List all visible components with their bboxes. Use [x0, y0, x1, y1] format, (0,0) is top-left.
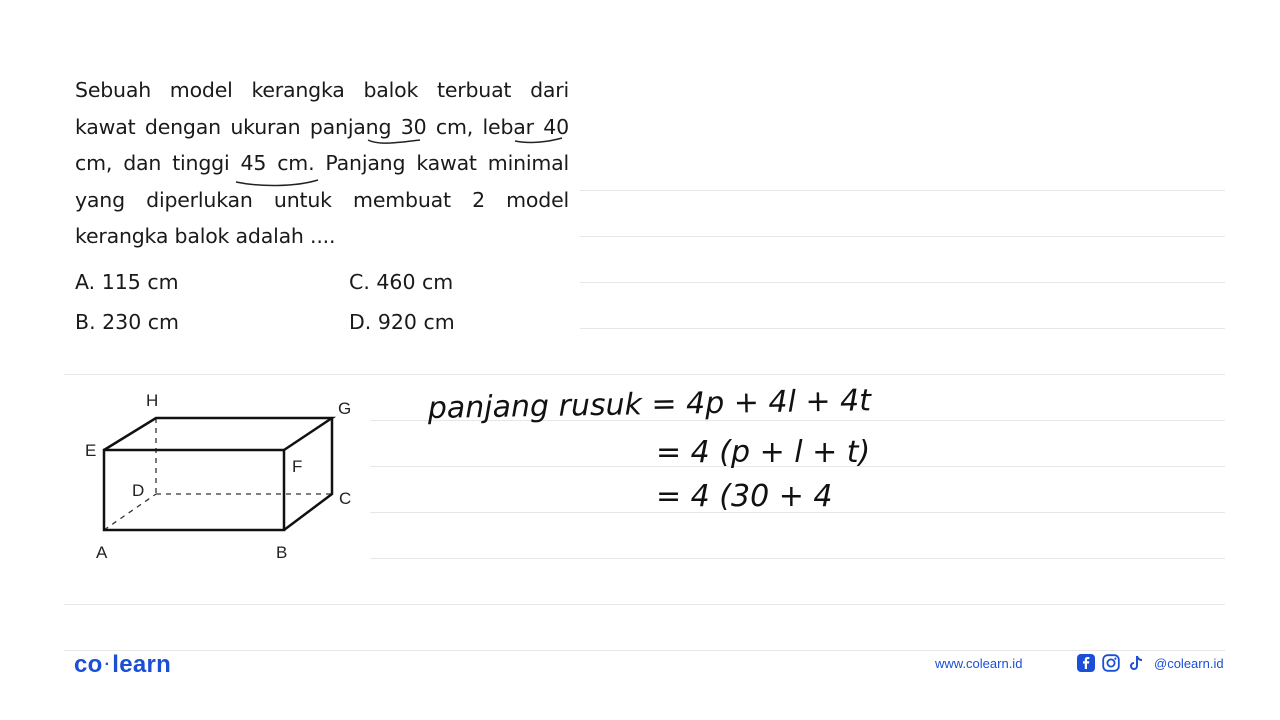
- social-handle: @colearn.id: [1154, 655, 1224, 671]
- edge-ad-hidden: [104, 494, 156, 530]
- vertex-c: C: [339, 489, 352, 508]
- website-link[interactable]: www.colearn.id: [935, 656, 1023, 671]
- handwriting-line-3: = 4 (30 + 4: [656, 479, 833, 514]
- handwriting-line-2: = 4 (p + l + t): [656, 435, 871, 470]
- vertex-e: E: [85, 441, 97, 460]
- front-face: [104, 450, 284, 530]
- vertex-f: F: [292, 457, 303, 476]
- vertex-h: H: [146, 391, 159, 410]
- option-d: D. 920 cm: [349, 310, 455, 334]
- colearn-logo: co ·learn: [74, 651, 172, 678]
- vertex-d: D: [132, 481, 145, 500]
- vertex-g: G: [338, 399, 352, 418]
- option-c: C. 460 cm: [349, 270, 454, 294]
- question-text: Sebuah model kerangka balok terbuat dari kawat dengan ukuran panjang 30 cm, lebar 40 cm, dan tinggi 45 cm. Panjang kawat minimal yang diperlukan untuk membuat 2 model kerangka balok adalah ....: [75, 78, 569, 248]
- cuboid-figure: [60, 380, 380, 570]
- facebook-icon[interactable]: [1077, 654, 1095, 672]
- option-a: A. 115 cm: [75, 270, 179, 294]
- top-face: [104, 418, 332, 450]
- vertex-b: B: [276, 543, 288, 562]
- instagram-icon[interactable]: [1102, 654, 1120, 672]
- vertex-a: A: [96, 543, 108, 562]
- tiktok-icon[interactable]: [1127, 654, 1145, 672]
- social-links: [1077, 654, 1224, 672]
- option-b: B. 230 cm: [75, 310, 180, 334]
- handwritten-solution: [410, 370, 970, 530]
- handwriting-line-1: panjang rusuk = 4p + 4l + 4t: [427, 383, 872, 426]
